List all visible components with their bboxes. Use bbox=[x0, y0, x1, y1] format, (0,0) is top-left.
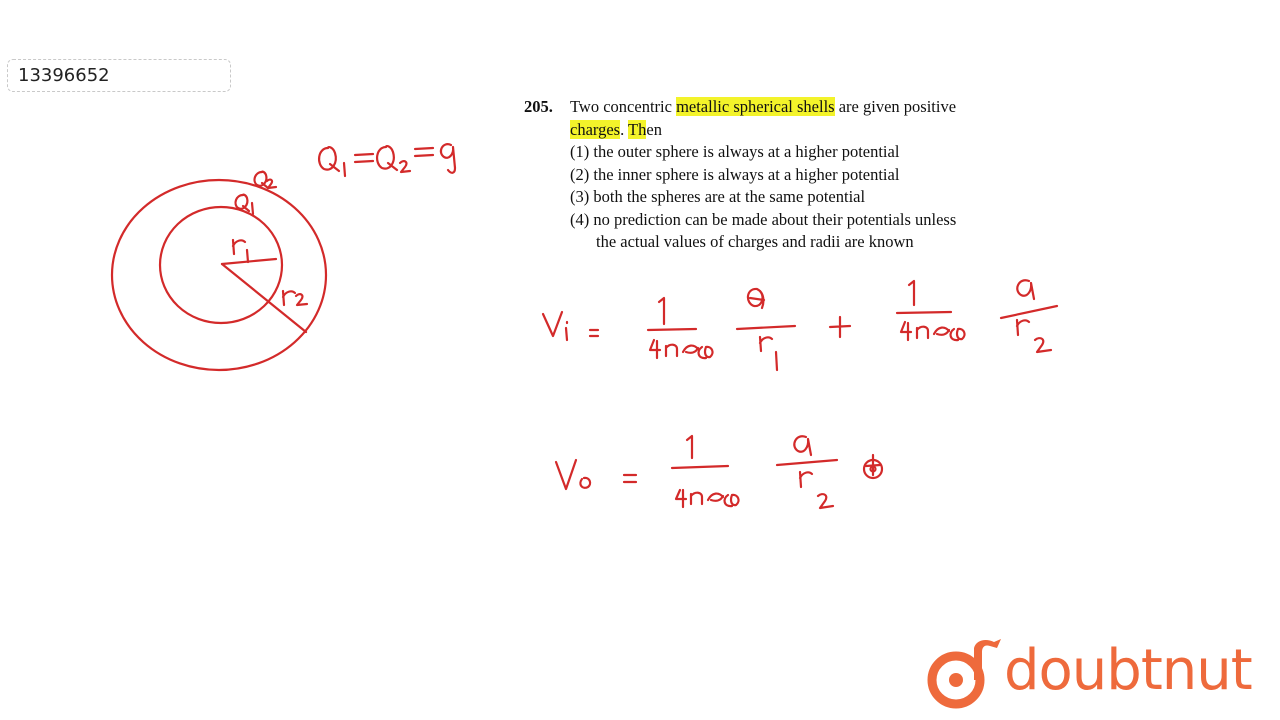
option-3: (3) both the spheres are at the same potential bbox=[570, 187, 866, 206]
inner-shell-circle bbox=[160, 207, 282, 323]
handwritten-r1-label bbox=[233, 240, 248, 262]
question-text: en bbox=[646, 119, 662, 139]
doubtnut-logo-text: doubtnut bbox=[1004, 638, 1252, 703]
question-text: . bbox=[620, 119, 629, 139]
concentric-shells-diagram bbox=[112, 180, 326, 370]
highlighted-text: metallic spherical shells bbox=[676, 97, 835, 116]
option-1: (1) the outer sphere is always at a higher potential bbox=[570, 142, 900, 161]
handwritten-equal-charges bbox=[319, 144, 455, 176]
option-4: (4) no prediction can be made about their potentials unless bbox=[570, 209, 957, 229]
outer-shell-circle bbox=[112, 180, 326, 370]
highlighted-text: Th bbox=[628, 119, 647, 139]
handwritten-vi-equation bbox=[543, 280, 1057, 370]
option-4-continuation: the actual values of charges and radii are known bbox=[596, 232, 914, 251]
highlighted-text: charges bbox=[570, 119, 621, 139]
question-text: Two concentric bbox=[570, 97, 677, 116]
handwritten-vo-equation bbox=[556, 436, 880, 508]
handwritten-r2-label bbox=[283, 291, 307, 305]
handwritten-q2-label bbox=[255, 172, 276, 188]
question-number: 205. bbox=[524, 97, 553, 116]
doubtnut-logo-icon bbox=[926, 634, 1006, 714]
question-id-badge: 13396652 bbox=[7, 59, 231, 92]
doubtnut-logo bbox=[926, 634, 1266, 714]
question-text: are given positive bbox=[834, 97, 957, 116]
option-2: (2) the inner sphere is always at a higher potential bbox=[570, 164, 900, 184]
